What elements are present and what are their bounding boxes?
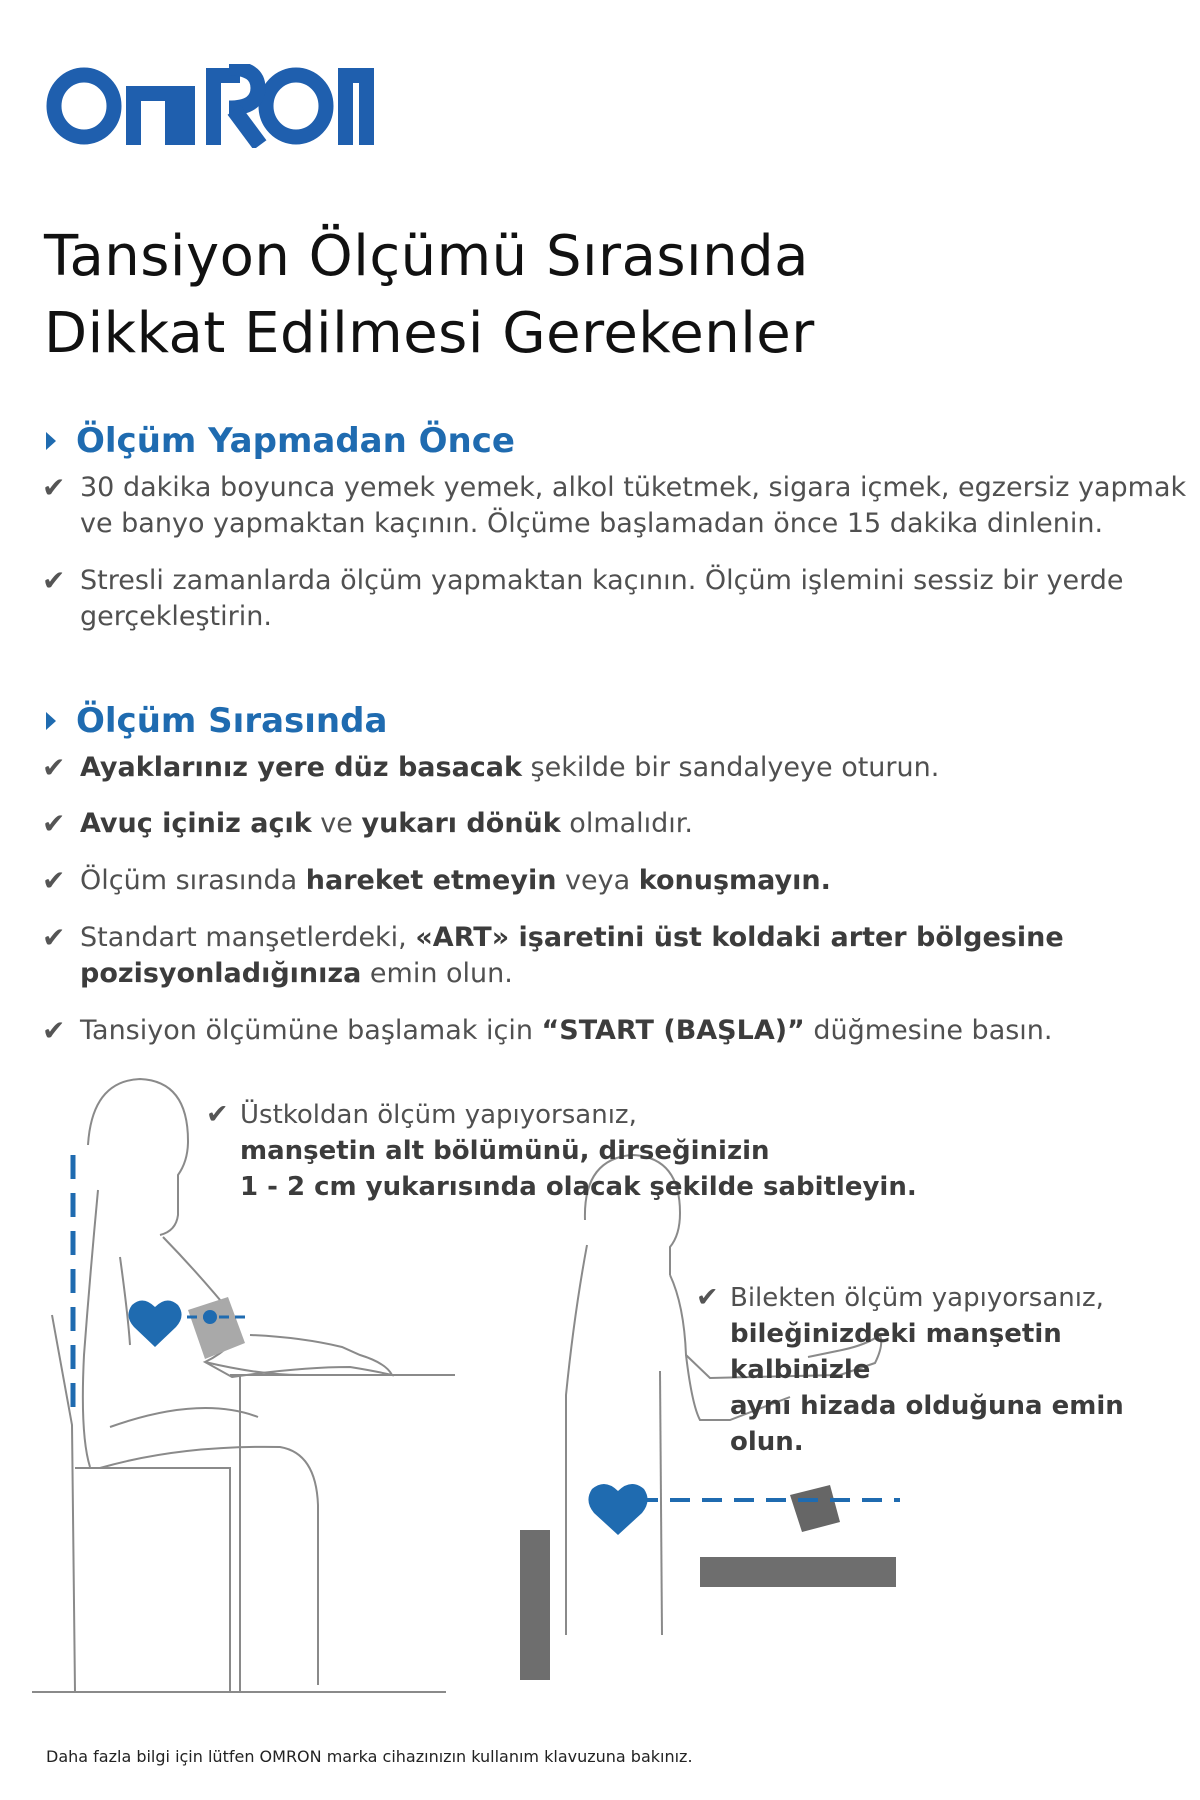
checkmark-icon: ✔ [42,564,66,597]
triangle-bullet-icon [46,712,56,730]
list-item: ✔ Avuç içiniz açık ve yukarı dönük olmalıdır. [42,807,694,840]
heart-icon [588,1484,647,1535]
list-item: ✔ Standart manşetlerdeki, «ART» işaretini üst koldaki arter bölgesine pozisyonladığınıza emin olun. [42,920,1064,992]
title-line-1: Tansiyon Ölçümü Sırasında [44,224,809,289]
upper-arm-note: ✔ Üstkoldan ölçüm yapıyorsanız, manşetin alt bölümünü, dirseğinizin 1 - 2 cm yukarısında olacak şekilde sabitleyin. [206,1097,917,1205]
heart-icon [128,1300,181,1347]
section-heading-during: Ölçüm Sırasında [46,699,387,743]
cuff-shape [790,1485,840,1532]
checkmark-icon: ✔ [42,1014,66,1047]
checkmark-icon: ✔ [206,1099,229,1130]
table-top [700,1557,896,1587]
checkmark-icon: ✔ [42,751,66,784]
list-item: ✔ Ölçüm sırasında hareket etmeyin veya konuşmayın. [42,864,831,897]
page-title [44,218,815,372]
list-item: ✔ Stresli zamanlarda ölçüm yapmaktan kaçının. Ölçüm işlemini sessiz bir yerde gerçekleştirin. [42,563,1124,635]
list-item: ✔ Tansiyon ölçümüne başlamak için “START (BAŞLA)” düğmesine basın. [42,1014,1053,1047]
list-item: ✔ Ayaklarınız yere düz basacak şekilde bir sandalyeye oturun. [42,751,940,784]
footer-note: Daha fazla bilgi için lütfen OMRON marka cihazınızın kullanım klavuzuna bakınız. [46,1747,693,1766]
checkmark-icon: ✔ [42,807,66,840]
wrist-note: ✔ Bilekten ölçüm yapıyorsanız, bileğinizdeki manşetin kalbinizle aynı hizada olduğuna emin olun. [696,1280,1200,1460]
triangle-bullet-icon [46,432,56,450]
checkmark-icon: ✔ [42,864,66,897]
checkmark-icon: ✔ [42,471,66,504]
stool [520,1530,550,1680]
checkmark-icon: ✔ [696,1282,719,1313]
omron-logo [46,64,386,148]
cuff-shape [188,1297,245,1359]
section-heading-before: Ölçüm Yapmadan Önce [46,419,515,463]
checkmark-icon: ✔ [42,921,66,954]
title-line-2: Dikkat Edilmesi Gerekenler [44,301,815,366]
list-item: ✔ 30 dakika boyunca yemek yemek, alkol tüketmek, sigara içmek, egzersiz yapmak ve banyo yapmaktan kaçının. Ölçüme başlamadan önce 15 dakika dinlenin. [42,470,1186,542]
